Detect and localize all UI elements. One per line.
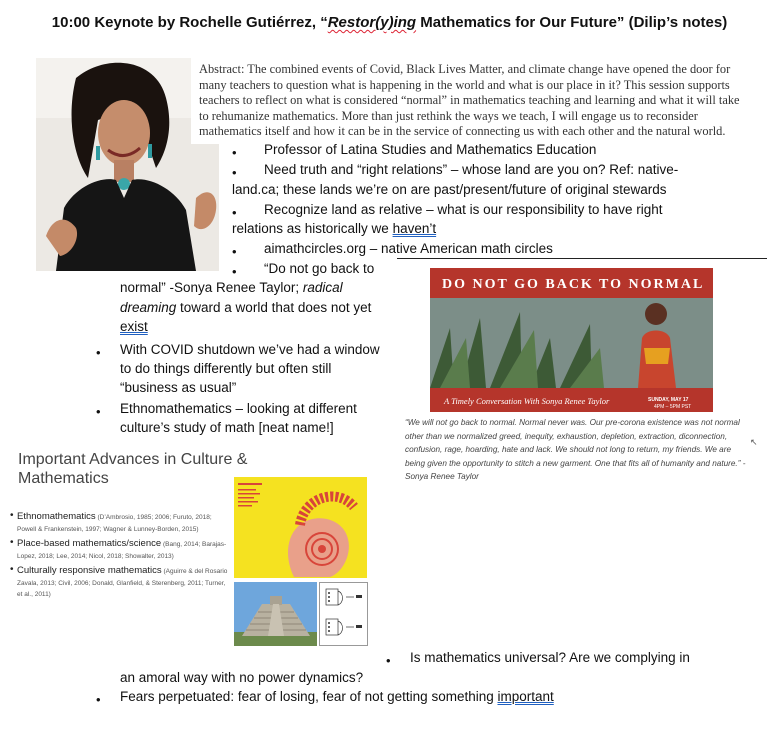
slide-item-label: Place-based mathematics/science [17,538,162,549]
note-covid-l2: to do things differently but often still [120,361,332,376]
note-universal-l1: Is mathematics universal? Are we complying in [410,650,690,665]
note-covid-l3: “business as usual” [120,380,237,395]
note-land-l2-text: relations as historically we [232,221,393,236]
note-universal-l2: an amoral way with no power dynamics? [120,670,364,685]
note-normal-l2-italic: radical [302,280,343,295]
note-truth-l2: land.ca; these lands we’re on are past/present/future of original stewards [232,182,667,197]
bullet-dot: • [96,345,101,360]
title-note: (Dilip’s notes) [624,14,728,31]
title-italic: Restor(y)ing [327,14,417,31]
note-fears-text: Fears perpetuated: fear of losing, fear of not getting something [120,689,498,704]
note-ethno-l1: Ethnomathematics – looking at different [120,401,357,416]
note-normal-l1: “Do not go back to [264,261,375,276]
mouse-cursor-icon: ↖ [750,437,758,447]
note-professor: Professor of Latina Studies and Mathematics Education [264,142,597,157]
note-ethno-l2: culture’s study of math [neat name!] [120,420,334,435]
note-aimathcircles: aimathcircles.org – native American math circles [264,241,553,256]
slide-item-label: Culturally responsive mathematics [17,565,162,576]
slide-title [18,450,247,488]
poster-image [430,268,713,412]
page-title [0,14,779,31]
note-land-l1: Recognize land as relative – what is our responsibility to have right [264,202,663,217]
note-normal-l2-text: normal” -Sonya Renee Taylor; [120,280,303,295]
slide-title-line2: Mathematics [18,470,109,487]
poster-headline: DO NOT GO BACK TO NORMAL [442,277,705,292]
slide-item-cite: (D’Ambrosio, 1985; 2006; Furuto, 2018; Powell & Frankenstein, 1997; Wagner & Lunney-Borden, 2015) [17,514,212,533]
bullet-dot: • [232,145,237,160]
note-land-l2-underlined: haven’t [392,221,437,236]
note-normal-l4 [120,317,148,337]
note-normal-l2 [120,278,343,298]
slide-title-line1: Important Advances in Culture & [18,451,248,468]
poster-time: 4PM – 5PM PST [654,404,692,410]
divider-line [397,258,767,259]
note-fears [120,687,554,707]
counting-diagram [319,582,368,646]
slide-list [10,512,232,605]
abstract-text: Abstract: The combined events of Covid, Black Lives Matter, and climate change have opened the door for many teachers to question what is happening in the world and what is our place in it? This session supports teachers to reflect on what is considered “normal” in mathematics teaching and learning and what it will take to rehumanize mathematics. More than just rethink the ways we teach, I will engage us to reconsider mathematics itself and how it can be in the service of connecting us with each other and the natural world. [191,58,746,144]
slide-item-label: Ethnomathematics [17,511,96,522]
slide-item [10,539,232,562]
slide-item [10,512,232,535]
note-normal-l3 [120,298,371,318]
slide-item-cite: (Bang, 2014; Barajas-Lopez, 2018; Lee, 2014; Nicol, 2018; Showalter, 2013) [17,541,227,560]
title-prefix: 10:00 Keynote by Rochelle Gutiérrez, “ [51,14,328,31]
bullet-dot: • [232,165,237,180]
slide-item-cite: (Aguirre & del Rosario Zavala, 2013; Civil, 2006; Donald, Glanfield, & Sterenberg, 2011; Turner, et al., 2011) [17,568,228,598]
poster-date: SUNDAY, MAY 17 [648,397,689,403]
note-covid-l1: With COVID shutdown we’ve had a window [120,342,380,357]
note-truth-l1: Need truth and “right relations” – whose land are you on? Ref: native- [264,162,679,177]
bullet-dot: • [386,653,391,668]
bullet-dot: • [96,404,101,419]
slide-item [10,566,232,601]
bullet-dot: • [232,205,237,220]
bullet-dot: • [232,264,237,279]
pyramid-photo [234,582,317,646]
book-cover-image [234,477,367,578]
taylor-quote: “We will not go back to normal. Normal never was. Our pre-corona existence was not normal other than we normalized greed, inequity, exhaustion, depletion, extraction, diconnection, confusion, rage, hoarding, hate and lack. We should not long to return, my friends. We are being given the opportunity to stitch a new garment. One that fits all of humanity and nature.” - Sonya Renee Taylor [405,418,746,482]
title-rest: Mathematics for Our Future” [416,14,625,31]
note-fears-underlined: important [497,689,554,704]
bullet-dot: • [232,244,237,259]
poster-subline: A Timely Conversation With Sonya Renee Taylor [444,396,610,406]
bullet-dot: • [96,692,101,707]
note-normal-l4-underlined: exist [120,319,148,334]
note-land-l2 [232,219,436,239]
note-normal-l3-italic: dreaming [120,300,177,315]
note-normal-l3-text: toward a world that does not yet [176,300,372,315]
